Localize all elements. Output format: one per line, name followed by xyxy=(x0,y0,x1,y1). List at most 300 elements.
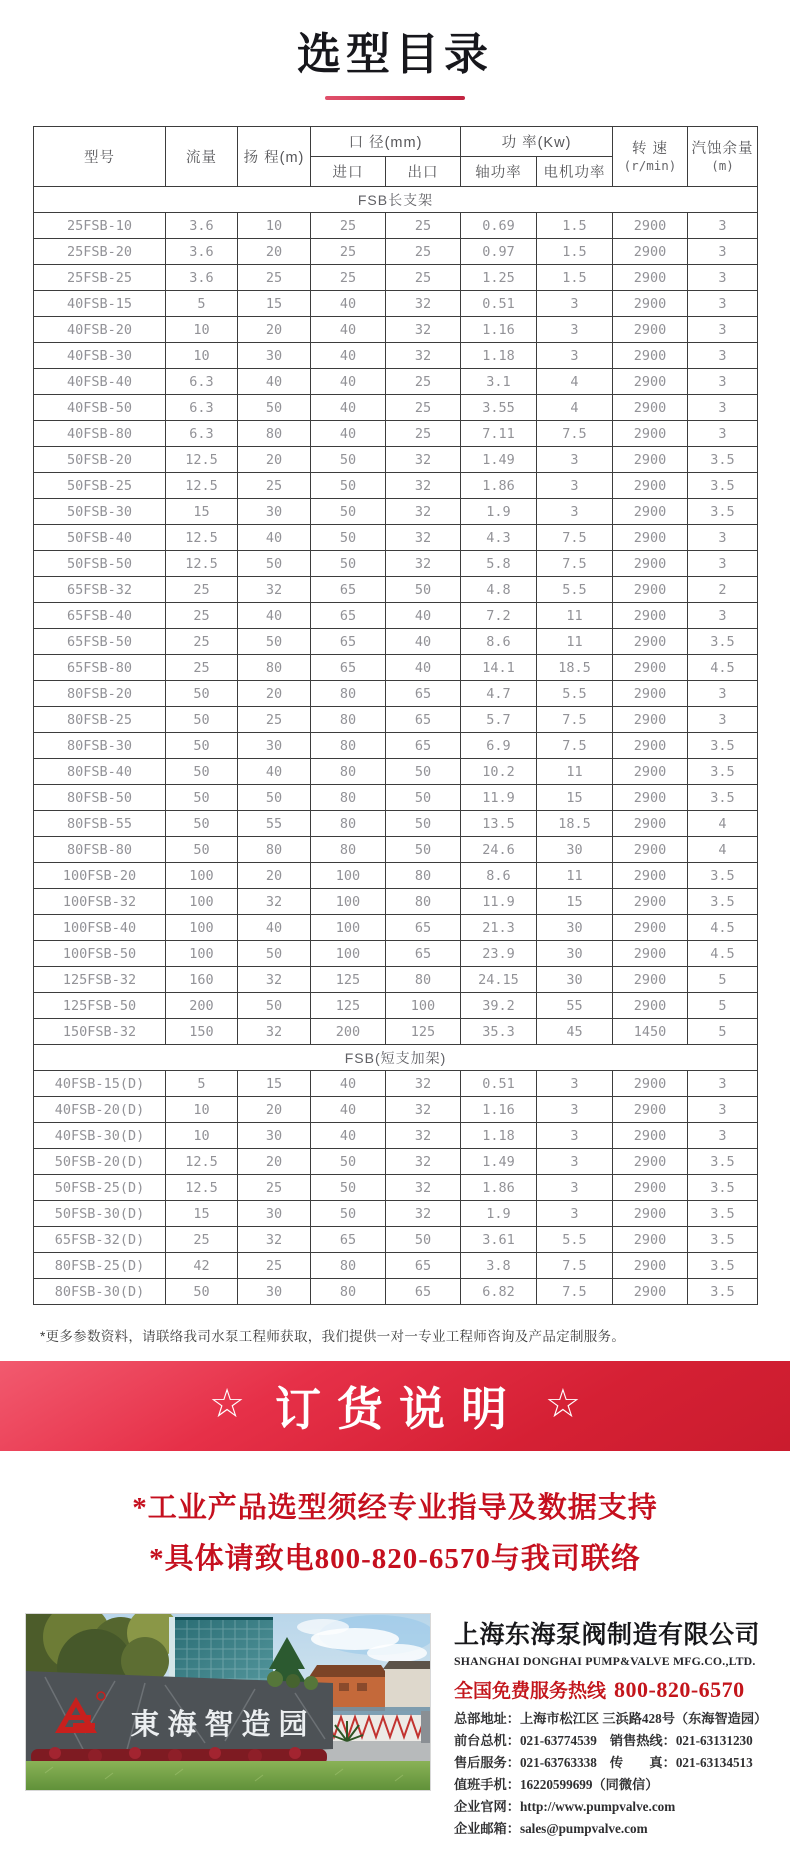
value-cell: 50 xyxy=(166,681,238,707)
pump-selection-table xyxy=(33,126,758,1305)
contact-list xyxy=(454,1708,766,1841)
value-cell: 40 xyxy=(311,343,386,369)
value-cell: 15 xyxy=(238,291,311,317)
value-cell: 2900 xyxy=(613,785,688,811)
col-header-power-group: 功 率(Kw) xyxy=(461,127,613,157)
value-cell: 32 xyxy=(386,1149,461,1175)
value-cell: 2900 xyxy=(613,941,688,967)
value-cell: 3 xyxy=(688,239,758,265)
value-cell: 50 xyxy=(166,785,238,811)
value-cell: 15 xyxy=(166,499,238,525)
table-row xyxy=(34,681,758,707)
value-cell: 3.1 xyxy=(461,369,537,395)
value-cell: 3 xyxy=(688,1097,758,1123)
value-cell: 3.5 xyxy=(688,447,758,473)
value-cell: 6.3 xyxy=(166,421,238,447)
value-cell: 30 xyxy=(238,1123,311,1149)
value-cell: 1.16 xyxy=(461,1097,537,1123)
value-cell: 4.3 xyxy=(461,525,537,551)
value-cell: 65 xyxy=(386,941,461,967)
table-row xyxy=(34,291,758,317)
value-cell: 39.2 xyxy=(461,993,537,1019)
value-cell: 3 xyxy=(537,1175,613,1201)
contact-value: 021-63134513 xyxy=(675,1754,753,1770)
value-cell: 2900 xyxy=(613,473,688,499)
col-header-model: 型号 xyxy=(34,127,166,187)
value-cell: 25 xyxy=(238,707,311,733)
value-cell: 3.6 xyxy=(166,213,238,239)
value-cell: 3 xyxy=(688,603,758,629)
value-cell: 3 xyxy=(537,499,613,525)
value-cell: 25 xyxy=(386,395,461,421)
value-cell: 5 xyxy=(166,291,238,317)
value-cell: 100 xyxy=(166,941,238,967)
value-cell: 3 xyxy=(688,343,758,369)
value-cell: 35.3 xyxy=(461,1019,537,1045)
value-cell: 32 xyxy=(386,551,461,577)
value-cell: 5.5 xyxy=(537,1227,613,1253)
value-cell: 65 xyxy=(311,603,386,629)
value-cell: 50 xyxy=(166,707,238,733)
section-row xyxy=(34,187,758,213)
notice-line-2: *具体请致电800-820-6570与我司联络 xyxy=(149,1542,641,1575)
value-cell: 12.5 xyxy=(166,1175,238,1201)
value-cell: 65 xyxy=(386,681,461,707)
value-cell: 25 xyxy=(238,265,311,291)
title-underline-decoration xyxy=(325,96,465,100)
value-cell: 40 xyxy=(311,1123,386,1149)
value-cell: 80 xyxy=(311,837,386,863)
value-cell: 125 xyxy=(311,967,386,993)
value-cell: 15 xyxy=(537,785,613,811)
value-cell: 20 xyxy=(238,239,311,265)
value-cell: 2900 xyxy=(613,447,688,473)
value-cell: 2900 xyxy=(613,525,688,551)
value-cell: 25 xyxy=(166,603,238,629)
company-name-en: SHANGHAI DONGHAI PUMP&VALVE MFG.CO.,LTD. xyxy=(454,1653,756,1668)
park-sign-text: 東海智造园 xyxy=(130,1708,316,1741)
npsh-label: 汽蚀余量 xyxy=(691,140,754,157)
model-cell: 25FSB-25 xyxy=(34,265,166,291)
value-cell: 30 xyxy=(537,915,613,941)
value-cell: 3 xyxy=(537,291,613,317)
value-cell: 1.49 xyxy=(461,447,537,473)
model-cell: 100FSB-20 xyxy=(34,863,166,889)
model-cell: 100FSB-40 xyxy=(34,915,166,941)
table-row xyxy=(34,317,758,343)
value-cell: 5 xyxy=(688,967,758,993)
value-cell: 15 xyxy=(166,1201,238,1227)
model-cell: 65FSB-40 xyxy=(34,603,166,629)
value-cell: 2900 xyxy=(613,915,688,941)
value-cell: 2900 xyxy=(613,1097,688,1123)
contact-line xyxy=(454,1730,766,1752)
contact-line xyxy=(454,1796,766,1818)
value-cell: 100 xyxy=(166,889,238,915)
value-cell: 50 xyxy=(166,759,238,785)
value-cell: 3 xyxy=(688,1071,758,1097)
value-cell: 50 xyxy=(311,525,386,551)
value-cell: 80 xyxy=(311,811,386,837)
value-cell: 40 xyxy=(311,369,386,395)
value-cell: 2900 xyxy=(613,1279,688,1305)
col-header-flow: 流量 xyxy=(166,127,238,187)
value-cell: 32 xyxy=(386,291,461,317)
value-cell: 0.97 xyxy=(461,239,537,265)
value-cell: 3.5 xyxy=(688,785,758,811)
table-row xyxy=(34,473,758,499)
value-cell: 65 xyxy=(311,1227,386,1253)
table-row xyxy=(34,1227,758,1253)
value-cell: 1.5 xyxy=(537,239,613,265)
col-header-outlet: 出口 xyxy=(386,157,461,187)
value-cell: 2900 xyxy=(613,811,688,837)
value-cell: 50 xyxy=(166,733,238,759)
value-cell: 11.9 xyxy=(461,785,537,811)
value-cell: 3.6 xyxy=(166,239,238,265)
contact-label: 传 真： xyxy=(609,1754,676,1770)
hotline-number: 800-820-6570 xyxy=(614,1676,745,1702)
col-header-npsh xyxy=(688,127,758,187)
value-cell: 32 xyxy=(238,967,311,993)
value-cell: 2900 xyxy=(613,395,688,421)
value-cell: 30 xyxy=(238,499,311,525)
hotline-label: 全国免费服务热线 xyxy=(454,1680,607,1702)
value-cell: 55 xyxy=(238,811,311,837)
value-cell: 3 xyxy=(688,707,758,733)
table-row xyxy=(34,213,758,239)
value-cell: 32 xyxy=(386,473,461,499)
contact-value: http://www.pumpvalve.com xyxy=(519,1799,676,1815)
section-row xyxy=(34,1045,758,1071)
value-cell: 5.5 xyxy=(537,577,613,603)
value-cell: 1.18 xyxy=(461,343,537,369)
value-cell: 40 xyxy=(386,629,461,655)
value-cell: 50 xyxy=(311,473,386,499)
value-cell: 25 xyxy=(166,629,238,655)
value-cell: 2900 xyxy=(613,889,688,915)
value-cell: 80 xyxy=(386,967,461,993)
value-cell: 50 xyxy=(386,785,461,811)
value-cell: 4.5 xyxy=(688,655,758,681)
col-header-shaft-power: 轴功率 xyxy=(461,157,537,187)
value-cell: 65 xyxy=(311,577,386,603)
table-row xyxy=(34,1175,758,1201)
value-cell: 30 xyxy=(238,343,311,369)
value-cell: 200 xyxy=(166,993,238,1019)
value-cell: 25 xyxy=(238,1253,311,1279)
value-cell: 3 xyxy=(537,1201,613,1227)
value-cell: 8.6 xyxy=(461,629,537,655)
model-cell: 80FSB-40 xyxy=(34,759,166,785)
value-cell: 11 xyxy=(537,629,613,655)
value-cell: 2900 xyxy=(613,655,688,681)
hotline xyxy=(454,1676,766,1703)
value-cell: 7.5 xyxy=(537,733,613,759)
header-row-1 xyxy=(34,127,758,157)
value-cell: 7.11 xyxy=(461,421,537,447)
value-cell: 2900 xyxy=(613,993,688,1019)
contact-value: 上海市松江区 三浜路428号（东海智造园） xyxy=(519,1710,768,1726)
value-cell: 3 xyxy=(537,317,613,343)
value-cell: 3.5 xyxy=(688,473,758,499)
value-cell: 32 xyxy=(386,1201,461,1227)
value-cell: 4 xyxy=(688,837,758,863)
value-cell: 25 xyxy=(166,577,238,603)
value-cell: 50 xyxy=(238,785,311,811)
value-cell: 13.5 xyxy=(461,811,537,837)
contact-line xyxy=(454,1708,766,1730)
contact-value: sales@pumpvalve.com xyxy=(519,1821,648,1837)
value-cell: 0.69 xyxy=(461,213,537,239)
value-cell: 4 xyxy=(688,811,758,837)
value-cell: 3 xyxy=(688,317,758,343)
notice-line-1: *工业产品选型须经专业指导及数据支持 xyxy=(132,1492,658,1524)
table-row xyxy=(34,395,758,421)
value-cell: 7.5 xyxy=(537,421,613,447)
model-cell: 80FSB-25 xyxy=(34,707,166,733)
value-cell: 100 xyxy=(311,915,386,941)
value-cell: 30 xyxy=(537,967,613,993)
value-cell: 20 xyxy=(238,1097,311,1123)
value-cell: 50 xyxy=(311,551,386,577)
table-row xyxy=(34,915,758,941)
value-cell: 1.86 xyxy=(461,1175,537,1201)
value-cell: 14.1 xyxy=(461,655,537,681)
value-cell: 32 xyxy=(238,577,311,603)
model-cell: 100FSB-50 xyxy=(34,941,166,967)
model-cell: 40FSB-80 xyxy=(34,421,166,447)
contact-line xyxy=(454,1752,766,1774)
value-cell: 10 xyxy=(166,1097,238,1123)
value-cell: 4.7 xyxy=(461,681,537,707)
value-cell: 50 xyxy=(311,1201,386,1227)
value-cell: 1.9 xyxy=(461,1201,537,1227)
value-cell: 21.3 xyxy=(461,915,537,941)
value-cell: 5.5 xyxy=(537,681,613,707)
value-cell: 12.5 xyxy=(166,473,238,499)
star-icon: ☆ xyxy=(209,1382,245,1426)
table-row xyxy=(34,1097,758,1123)
value-cell: 25 xyxy=(311,265,386,291)
contact-value: 16220599699（同微信） xyxy=(519,1777,659,1793)
value-cell: 3 xyxy=(537,447,613,473)
model-cell: 80FSB-55 xyxy=(34,811,166,837)
contact-value: 021-63131230 xyxy=(675,1732,753,1748)
value-cell: 3.55 xyxy=(461,395,537,421)
value-cell: 20 xyxy=(238,681,311,707)
table-row xyxy=(34,1123,758,1149)
value-cell: 42 xyxy=(166,1253,238,1279)
value-cell: 7.2 xyxy=(461,603,537,629)
value-cell: 32 xyxy=(238,889,311,915)
value-cell: 3 xyxy=(537,1071,613,1097)
value-cell: 18.5 xyxy=(537,655,613,681)
value-cell: 32 xyxy=(238,1019,311,1045)
value-cell: 3 xyxy=(537,473,613,499)
value-cell: 3 xyxy=(688,213,758,239)
model-cell: 40FSB-30 xyxy=(34,343,166,369)
table-row xyxy=(34,889,758,915)
footer xyxy=(0,1613,790,1841)
value-cell: 5.8 xyxy=(461,551,537,577)
value-cell: 50 xyxy=(386,837,461,863)
value-cell: 3.5 xyxy=(688,1175,758,1201)
value-cell: 50 xyxy=(238,551,311,577)
value-cell: 25 xyxy=(386,213,461,239)
model-cell: 40FSB-20(D) xyxy=(34,1097,166,1123)
value-cell: 4.5 xyxy=(688,941,758,967)
table-row xyxy=(34,811,758,837)
value-cell: 80 xyxy=(238,655,311,681)
value-cell: 3 xyxy=(537,343,613,369)
speed-unit: (r/min) xyxy=(623,157,677,173)
contact-line xyxy=(454,1774,766,1796)
footnote: *更多参数资料，请联络我司水泵工程师获取，我们提供一对一专业工程师咨询及产品定制服务。 xyxy=(40,1329,626,1344)
value-cell: 6.9 xyxy=(461,733,537,759)
contact-label: 值班手机： xyxy=(454,1777,520,1793)
value-cell: 2900 xyxy=(613,369,688,395)
value-cell: 3.5 xyxy=(688,863,758,889)
value-cell: 40 xyxy=(238,369,311,395)
value-cell: 40 xyxy=(311,1071,386,1097)
value-cell: 65 xyxy=(386,707,461,733)
value-cell: 200 xyxy=(311,1019,386,1045)
model-cell: 50FSB-40 xyxy=(34,525,166,551)
value-cell: 100 xyxy=(311,941,386,967)
value-cell: 50 xyxy=(386,811,461,837)
table-row xyxy=(34,837,758,863)
value-cell: 80 xyxy=(311,1253,386,1279)
star-icon: ☆ xyxy=(545,1382,581,1426)
model-cell: 80FSB-20 xyxy=(34,681,166,707)
value-cell: 80 xyxy=(238,837,311,863)
value-cell: 4.5 xyxy=(688,915,758,941)
value-cell: 25 xyxy=(311,213,386,239)
value-cell: 12.5 xyxy=(166,1149,238,1175)
value-cell: 50 xyxy=(238,993,311,1019)
value-cell: 7.5 xyxy=(537,1253,613,1279)
speed-label: 转 速 xyxy=(631,140,669,157)
value-cell: 100 xyxy=(311,889,386,915)
value-cell: 80 xyxy=(311,733,386,759)
table-row xyxy=(34,759,758,785)
value-cell: 24.6 xyxy=(461,837,537,863)
value-cell: 50 xyxy=(238,395,311,421)
value-cell: 50 xyxy=(311,499,386,525)
table-row xyxy=(34,239,758,265)
table-row xyxy=(34,1253,758,1279)
value-cell: 3.8 xyxy=(461,1253,537,1279)
value-cell: 3 xyxy=(688,421,758,447)
value-cell: 40 xyxy=(311,1097,386,1123)
value-cell: 65 xyxy=(311,655,386,681)
value-cell: 1.18 xyxy=(461,1123,537,1149)
table-row xyxy=(34,1149,758,1175)
value-cell: 2900 xyxy=(613,551,688,577)
value-cell: 7.5 xyxy=(537,525,613,551)
table-row xyxy=(34,499,758,525)
model-cell: 80FSB-30(D) xyxy=(34,1279,166,1305)
value-cell: 25 xyxy=(386,265,461,291)
section-label: FSB(短支加架) xyxy=(34,1045,758,1071)
ordering-banner xyxy=(0,1361,790,1451)
value-cell: 3.5 xyxy=(688,1227,758,1253)
value-cell: 55 xyxy=(537,993,613,1019)
value-cell: 3 xyxy=(688,369,758,395)
value-cell: 80 xyxy=(311,1279,386,1305)
value-cell: 40 xyxy=(238,759,311,785)
model-cell: 40FSB-40 xyxy=(34,369,166,395)
value-cell: 80 xyxy=(311,707,386,733)
value-cell: 4 xyxy=(537,395,613,421)
col-header-head: 扬 程(m) xyxy=(238,127,311,187)
table-row xyxy=(34,629,758,655)
value-cell: 80 xyxy=(311,785,386,811)
value-cell: 6.3 xyxy=(166,395,238,421)
value-cell: 1.5 xyxy=(537,213,613,239)
col-header-diameter-group: 口 径(mm) xyxy=(311,127,461,157)
value-cell: 3 xyxy=(688,551,758,577)
value-cell: 2900 xyxy=(613,577,688,603)
model-cell: 65FSB-32(D) xyxy=(34,1227,166,1253)
model-cell: 25FSB-20 xyxy=(34,239,166,265)
value-cell: 40 xyxy=(311,395,386,421)
banner-title: 订货说明 xyxy=(275,1383,523,1435)
value-cell: 2900 xyxy=(613,1123,688,1149)
value-cell: 2900 xyxy=(613,291,688,317)
value-cell: 40 xyxy=(386,655,461,681)
value-cell: 80 xyxy=(311,681,386,707)
model-cell: 100FSB-32 xyxy=(34,889,166,915)
value-cell: 20 xyxy=(238,1149,311,1175)
value-cell: 32 xyxy=(386,1123,461,1149)
model-cell: 40FSB-30(D) xyxy=(34,1123,166,1149)
value-cell: 6.82 xyxy=(461,1279,537,1305)
value-cell: 65 xyxy=(386,1253,461,1279)
model-cell: 125FSB-50 xyxy=(34,993,166,1019)
value-cell: 10 xyxy=(166,343,238,369)
value-cell: 65 xyxy=(386,1279,461,1305)
value-cell: 3 xyxy=(537,1149,613,1175)
model-cell: 50FSB-50 xyxy=(34,551,166,577)
table-row xyxy=(34,863,758,889)
table-row xyxy=(34,343,758,369)
value-cell: 1.86 xyxy=(461,473,537,499)
model-cell: 50FSB-20(D) xyxy=(34,1149,166,1175)
table-row xyxy=(34,1071,758,1097)
value-cell: 11 xyxy=(537,759,613,785)
value-cell: 3.5 xyxy=(688,1149,758,1175)
value-cell: 32 xyxy=(386,343,461,369)
value-cell: 11 xyxy=(537,603,613,629)
value-cell: 2 xyxy=(688,577,758,603)
value-cell: 3.5 xyxy=(688,1279,758,1305)
value-cell: 40 xyxy=(238,603,311,629)
model-cell: 125FSB-32 xyxy=(34,967,166,993)
value-cell: 2900 xyxy=(613,421,688,447)
contact-label: 总部地址： xyxy=(454,1710,520,1726)
table-row xyxy=(34,1279,758,1305)
table-row xyxy=(34,447,758,473)
model-cell: 50FSB-25 xyxy=(34,473,166,499)
value-cell: 1.49 xyxy=(461,1149,537,1175)
value-cell: 32 xyxy=(386,499,461,525)
company-name-cn: 上海东海泵阀制造有限公司 xyxy=(454,1620,761,1649)
value-cell: 125 xyxy=(386,1019,461,1045)
value-cell: 50 xyxy=(311,1175,386,1201)
model-cell: 50FSB-20 xyxy=(34,447,166,473)
